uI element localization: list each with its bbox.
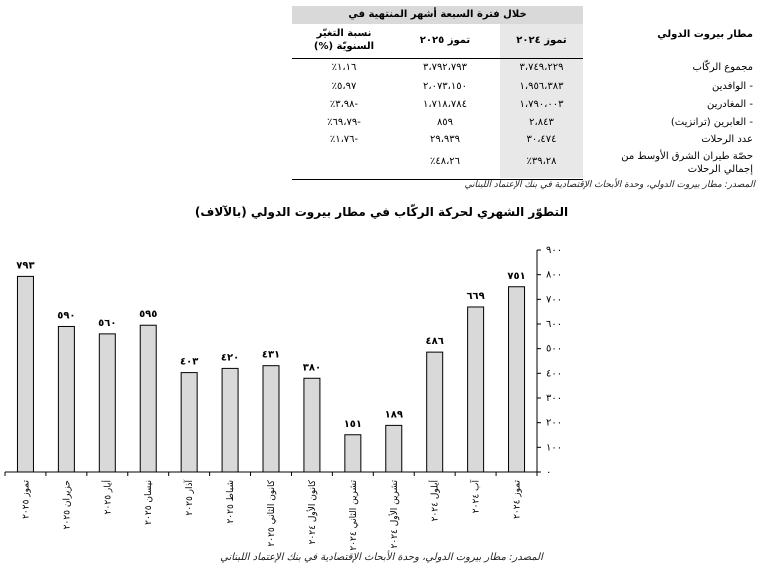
- x-category-label: كانون الثاني ٢٠٢٥: [267, 480, 277, 547]
- x-category-label: تموز ٢٠٢٤: [512, 480, 523, 519]
- period-header: خلال فترة السبعة أشهر المنتهية في: [348, 9, 527, 20]
- table-source: المصدر: مطار بيروت الدولي، وحدة الأبحاث الإقتصادية في بنك الإعتماد اللبناني: [464, 180, 755, 190]
- y-tick-label: ٩٠٠: [546, 245, 563, 256]
- y-tick-label: ٣٠٠: [546, 393, 563, 404]
- y-tick-label: ٥٠٠: [546, 343, 563, 355]
- bar: [427, 352, 443, 472]
- passenger-bar-chart: [0, 230, 763, 552]
- col-header-change: نسبة التغيّر السنويّة (%): [313, 28, 375, 52]
- bar: [509, 287, 525, 472]
- bar: [181, 373, 197, 472]
- row-change: -١،٧٦٪: [329, 134, 359, 145]
- bar-value-label: ٥٦٠: [98, 317, 117, 329]
- row-label: - الوافدين: [712, 81, 753, 92]
- x-category-label: شباط ٢٠٢٥: [226, 480, 237, 524]
- passenger-stats-table: [0, 0, 763, 195]
- x-category-label: أيلول ٢٠٢٤: [430, 480, 441, 522]
- bar: [222, 368, 238, 472]
- x-category-label: حزيران ٢٠٢٥: [62, 480, 73, 530]
- row-change: ٥،٩٧٪: [331, 81, 357, 92]
- row-change: ١،١٦٪: [331, 62, 357, 73]
- row-value-2024: ٣٩،٢٨٪: [526, 156, 557, 167]
- bar: [99, 334, 115, 472]
- row-value-2025: ٢٩،٩٣٩: [429, 134, 461, 145]
- chart-title: التطوّر الشهري لحركة الركّاب في مطار بيروت الدولي (بالآلاف): [194, 205, 569, 219]
- row-label: عدد الرحلات: [701, 134, 753, 145]
- bar-value-label: ٥٩٠: [57, 310, 76, 322]
- row-label: حصّة طيران الشرق الأوسط من إجمالي الرحلات: [621, 151, 753, 175]
- bar-value-label: ٧٩٣: [16, 260, 35, 272]
- bar-value-label: ٤٨٦: [425, 336, 444, 348]
- row-value-2025: ٨٥٩: [436, 117, 454, 128]
- bar-value-label: ٦٦٩: [466, 290, 485, 302]
- col-header-2024: تموز ٢٠٢٤: [516, 35, 567, 46]
- col-header-2025: تموز ٢٠٢٥: [419, 35, 471, 46]
- bar-value-label: ٥٩٥: [139, 309, 158, 321]
- y-tick-label: ٢٠٠: [546, 417, 563, 429]
- bar: [304, 378, 320, 472]
- row-change: -٣،٩٨٪: [329, 99, 359, 110]
- row-label: - العابرين (ترانزيت): [670, 117, 753, 128]
- x-category-label: نيسان ٢٠٢٥: [144, 480, 155, 525]
- x-category-label: كانون الأول ٢٠٢٤: [307, 480, 318, 545]
- y-tick-label: ٦٠٠: [546, 319, 563, 330]
- y-tick-label: ٠: [546, 467, 552, 478]
- bar-value-label: ٤٢٠: [220, 352, 240, 364]
- row-label: - المغادرين: [707, 99, 753, 110]
- header-rule: [292, 58, 583, 59]
- row-value-2024: ٣٠،٤٧٤: [526, 134, 557, 145]
- row-label: مجموع الركّاب: [692, 62, 753, 73]
- bar-value-label: ٤٠٣: [179, 356, 199, 368]
- bar-value-label: ٧٥١: [507, 270, 526, 282]
- row-value-2024: ٣،٧٤٩،٢٢٩: [519, 62, 564, 73]
- y-tick-label: ١٠٠: [546, 442, 563, 454]
- x-category-label: آب ٢٠٢٤: [471, 480, 482, 514]
- bar: [468, 307, 484, 472]
- row-value-2024: ٢،٨٤٣: [529, 117, 554, 128]
- y-tick-label: ٤٠٠: [546, 368, 563, 380]
- bar: [263, 366, 279, 472]
- row-value-2024: ١،٧٩٠،٠٠٣: [519, 99, 564, 110]
- chart-source: المصدر: مطار بيروت الدولي، وحدة الأبحاث الإقتصادية في بنك الإعتماد اللبناني: [220, 552, 543, 563]
- row-value-2025: ٤٨،٢٦٪: [429, 156, 461, 167]
- x-category-label: تشرين الأول ٢٠٢٤: [389, 480, 400, 549]
- bar: [345, 435, 361, 472]
- x-category-label: تشرين الثاني ٢٠٢٤: [348, 480, 359, 551]
- bar: [386, 425, 402, 472]
- bar-value-label: ٤٣١: [261, 349, 281, 361]
- row-value-2025: ١،٧١٨،٧٨٤: [422, 99, 468, 110]
- x-category-label: آذار ٢٠٢٥: [185, 480, 196, 516]
- x-category-label: أيار ٢٠٢٥: [103, 480, 114, 515]
- row-change: -٦٩،٧٩٪: [327, 117, 361, 128]
- row-header-label: مطار بيروت الدولي: [657, 29, 753, 40]
- bar-value-label: ٣٨٠: [302, 362, 322, 374]
- bar: [17, 276, 33, 472]
- row-value-2025: ٢،٠٧٣،١٥٠: [422, 81, 468, 92]
- bar: [58, 326, 74, 472]
- x-category-label: تموز ٢٠٢٥: [21, 480, 32, 519]
- bar: [140, 325, 156, 472]
- row-value-2024: ١،٩٥٦،٣٨٣: [519, 81, 564, 92]
- y-tick-label: ٨٠٠: [546, 269, 563, 281]
- y-tick-label: ٧٠٠: [546, 294, 563, 306]
- bar-value-label: ١٨٩: [384, 409, 403, 421]
- bar-value-label: ١٥١: [343, 418, 363, 430]
- row-value-2025: ٣،٧٩٢،٧٩٣: [422, 62, 468, 73]
